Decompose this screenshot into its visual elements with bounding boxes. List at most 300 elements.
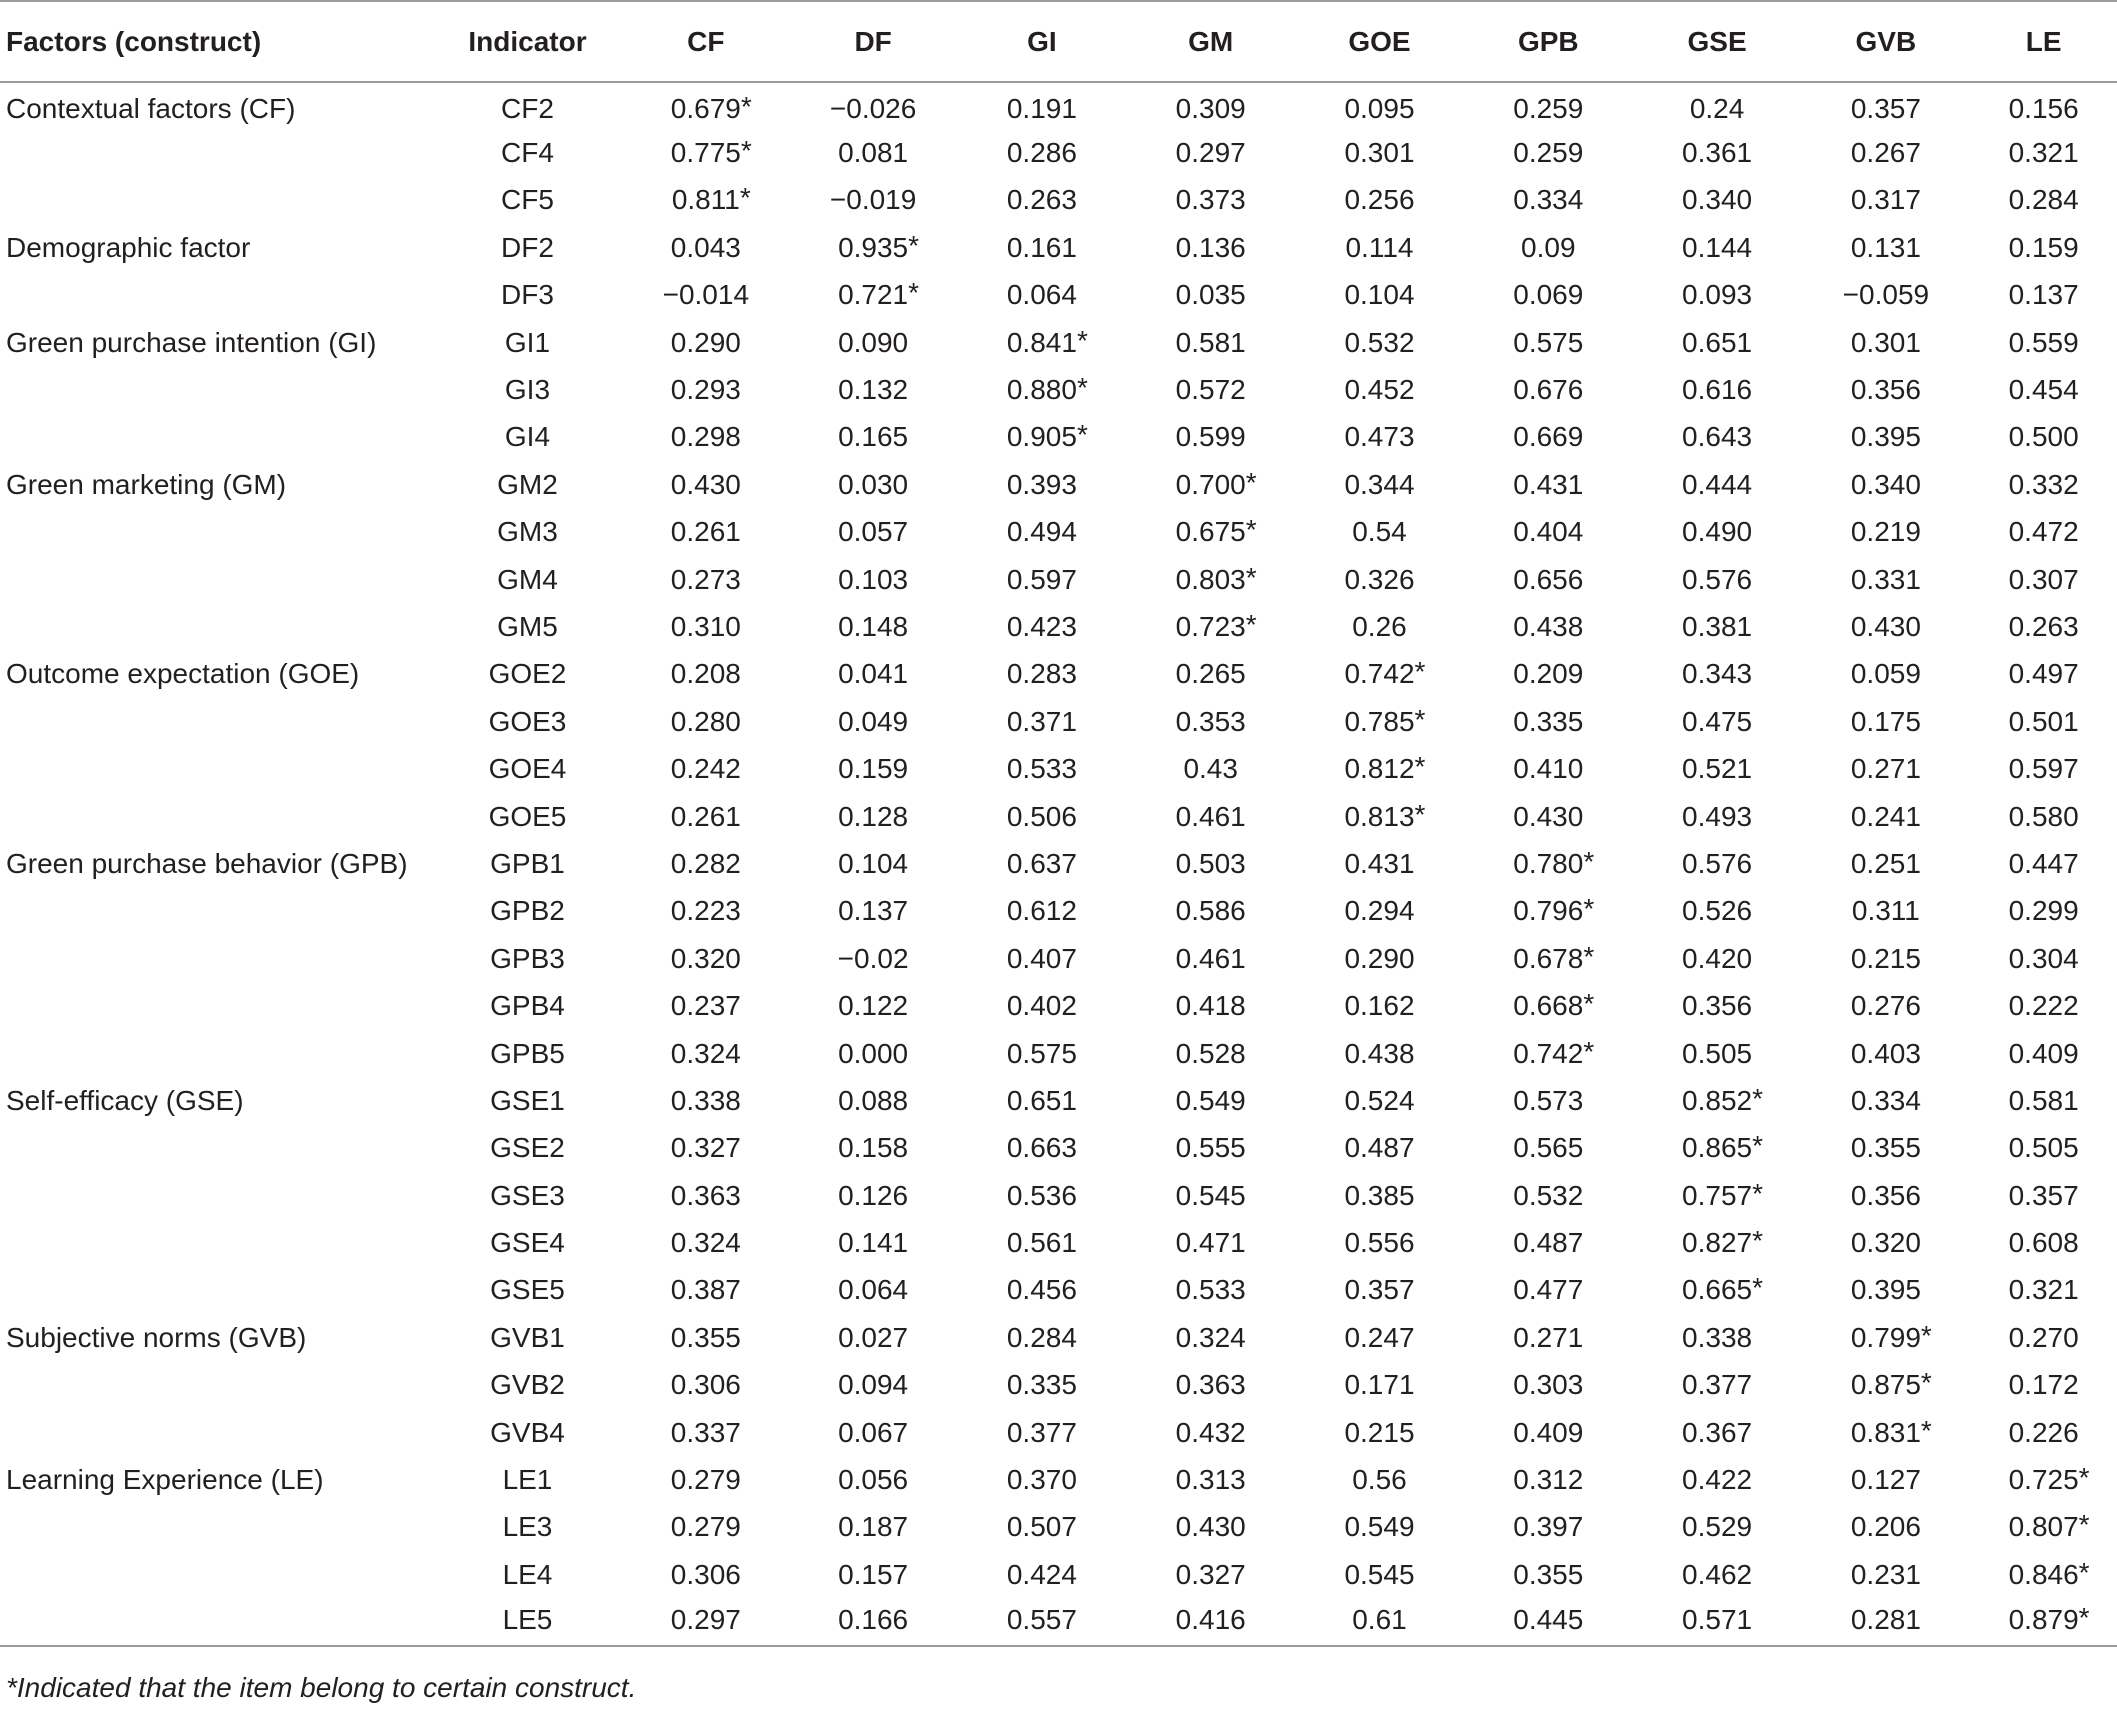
loading-cell [1295, 1551, 1464, 1598]
loading-cell [958, 1172, 1127, 1219]
loading-value: 0.355 [670, 1321, 741, 1353]
loading-value: 0.261 [670, 516, 741, 548]
loading-cell [1126, 556, 1295, 603]
loading-value: 0.757 * [1682, 1177, 1764, 1211]
column-header-gse: GSE [1633, 1, 1802, 82]
loading-value: 0.064 [838, 1274, 909, 1306]
loading-cell [1801, 177, 1970, 224]
factor-cell [0, 888, 432, 935]
loading-cell [1126, 177, 1295, 224]
loading-value: 0.505 [1682, 1037, 1753, 1069]
construct-marker: * [1414, 751, 1426, 783]
loading-value: 0.136 [1175, 231, 1246, 263]
loading-value: 0.208 [670, 658, 741, 690]
loading-value: 0.270 [2008, 1321, 2079, 1353]
loading-cell [1970, 366, 2117, 413]
loading-value: 0.251 [1850, 847, 1921, 879]
loading-cell [1970, 651, 2117, 698]
loading-value: 0.284 [2008, 184, 2079, 216]
loading-cell [958, 1219, 1127, 1266]
loading-cell [1801, 1504, 1970, 1551]
loading-cell [1295, 698, 1464, 745]
loading-cell [1295, 1125, 1464, 1172]
loading-value: 0.557 [1006, 1603, 1077, 1635]
loading-value: 0.678 * [1513, 940, 1595, 974]
loading-value: 0.081 [838, 137, 909, 169]
loading-value: 0.215 [1344, 1416, 1415, 1448]
loading-value: 0.663 [1006, 1132, 1077, 1164]
loading-value: 0.000 [838, 1037, 909, 1069]
loading-value: 0.144 [1682, 231, 1753, 263]
loading-cell [789, 509, 958, 556]
loading-cell [958, 461, 1127, 508]
factor-cell: Learning Experience (LE) [6, 1464, 324, 1496]
loading-cell [1464, 1172, 1633, 1219]
factor-cell: Green purchase behavior (GPB) [6, 847, 408, 879]
loading-cell [1464, 1409, 1633, 1456]
table-row [0, 1077, 2117, 1124]
loading-value: 0.475 [1682, 705, 1753, 737]
loading-value: 0.416 [1175, 1603, 1246, 1635]
loading-cell [1801, 793, 1970, 840]
loading-value: 0.340 [1682, 184, 1753, 216]
loading-value: 0.651 [1006, 1084, 1077, 1116]
loading-value: 0.324 [670, 1037, 741, 1069]
loading-value: 0.532 [1513, 1179, 1584, 1211]
loading-value: 0.043 [670, 231, 741, 263]
factor-cell [0, 745, 432, 792]
factor-cell [0, 1504, 432, 1551]
table-row [0, 1030, 2117, 1077]
indicator-cell: GSE5 [490, 1274, 565, 1306]
loading-cell [1126, 461, 1295, 508]
loading-cell [1464, 1125, 1633, 1172]
loading-value: 0.209 [1513, 658, 1584, 690]
loading-cell [1970, 272, 2117, 319]
loading-value: 0.303 [1513, 1369, 1584, 1401]
factor-cell: Green marketing (GM) [6, 468, 287, 500]
loading-value: 0.536 [1006, 1179, 1077, 1211]
table-row [0, 177, 2117, 224]
loading-cell [1970, 1030, 2117, 1077]
loading-cell [789, 129, 958, 176]
loading-cell [1126, 1599, 1295, 1646]
loading-cell [1126, 509, 1295, 556]
loading-value: 0.286 [1006, 137, 1077, 169]
factor-cell [0, 1125, 432, 1172]
loading-cell [958, 1030, 1127, 1077]
loading-cell [623, 1456, 789, 1503]
loading-value: 0.395 [1850, 1274, 1921, 1306]
loading-value: 0.312 [1513, 1464, 1584, 1496]
loading-value: 0.334 [1513, 184, 1584, 216]
loading-value: 0.676 [1513, 374, 1584, 406]
loading-cell [1126, 1504, 1295, 1551]
loading-cell [1633, 603, 1802, 650]
loading-value: 0.61 [1352, 1603, 1407, 1635]
loading-value: 0.56 [1352, 1464, 1407, 1496]
loading-value: 0.313 [1175, 1464, 1246, 1496]
loading-value: 0.335 [1513, 705, 1584, 737]
loading-value: 0.665 * [1682, 1272, 1764, 1306]
table-row [0, 1314, 2117, 1361]
loading-value: 0.041 [838, 658, 909, 690]
loading-cell [1970, 1504, 2117, 1551]
loading-value: 0.402 [1006, 990, 1077, 1022]
loading-cell [1126, 129, 1295, 176]
loading-value: 0.326 [1344, 563, 1415, 595]
loading-value: 0.256 [1344, 184, 1415, 216]
loading-cell [1464, 1362, 1633, 1409]
loading-value: 0.430 [670, 468, 741, 500]
factor-cell [0, 177, 432, 224]
table-row [0, 1599, 2117, 1646]
loading-value: 0.331 [1850, 563, 1921, 595]
loading-cell [789, 272, 958, 319]
loading-cell [1126, 793, 1295, 840]
loading-value: 0.159 [2008, 231, 2079, 263]
loading-value: 0.580 [2008, 800, 2079, 832]
loading-value: 0.057 [838, 516, 909, 548]
loading-cell [1126, 1314, 1295, 1361]
table-row [0, 1219, 2117, 1266]
loading-cell [789, 224, 958, 271]
loading-value: 0.361 [1682, 137, 1753, 169]
loading-value: 0.357 [1344, 1274, 1415, 1306]
loading-cell [1126, 272, 1295, 319]
construct-marker: * [740, 91, 752, 123]
loading-cell [958, 224, 1127, 271]
loading-value: 0.497 [2008, 658, 2079, 690]
loading-cell [1801, 1599, 1970, 1646]
loading-value: 0.324 [670, 1227, 741, 1259]
loading-cell [1295, 366, 1464, 413]
loading-value: 0.344 [1344, 468, 1415, 500]
loading-cell [1801, 603, 1970, 650]
loading-value: 0.095 [1344, 93, 1415, 125]
loading-cell [1633, 1409, 1802, 1456]
table-row [0, 698, 2117, 745]
loading-value: 0.454 [2008, 374, 2079, 406]
loading-value: 0.608 [2008, 1227, 2079, 1259]
loading-value: 0.462 [1682, 1558, 1753, 1590]
factor-cell [0, 1409, 432, 1456]
table-body [0, 82, 2117, 1646]
construct-marker: * [1752, 1225, 1764, 1257]
loading-cell [789, 1504, 958, 1551]
loading-value: 0.675 * [1175, 514, 1257, 548]
loading-cell [1295, 935, 1464, 982]
construct-marker: * [1920, 1319, 1932, 1351]
factor-cell: Green purchase intention (GI) [6, 326, 377, 358]
loading-cell [623, 1077, 789, 1124]
loading-cell [958, 366, 1127, 413]
loading-cell [623, 1219, 789, 1266]
loading-cell [1633, 793, 1802, 840]
loading-cell [1633, 414, 1802, 461]
loading-value: 0.420 [1682, 942, 1753, 974]
loading-cell [958, 698, 1127, 745]
factor-cell [0, 793, 432, 840]
loading-cell [1464, 745, 1633, 792]
loading-cell [1295, 319, 1464, 366]
loading-cell [789, 603, 958, 650]
construct-marker: * [2078, 1601, 2090, 1633]
loading-cell [623, 603, 789, 650]
loading-value: 0.549 [1344, 1511, 1415, 1543]
loading-cell [1633, 82, 1802, 129]
loading-value: 0.103 [838, 563, 909, 595]
construct-marker: * [2078, 1462, 2090, 1494]
loading-cell [1633, 1219, 1802, 1266]
loading-cell [1464, 82, 1633, 129]
loading-value: 0.297 [1175, 137, 1246, 169]
factor-cell [0, 414, 432, 461]
table-row [0, 1267, 2117, 1314]
loading-value: 0.088 [838, 1084, 909, 1116]
loading-value: 0.597 [1006, 563, 1077, 595]
loading-cell [789, 366, 958, 413]
loading-cell [789, 414, 958, 461]
loading-cell [958, 1314, 1127, 1361]
loading-cell [1633, 888, 1802, 935]
loading-value: 0.785 * [1344, 703, 1426, 737]
loading-value: 0.461 [1175, 800, 1246, 832]
construct-marker: * [1583, 940, 1595, 972]
loading-cell [1295, 1599, 1464, 1646]
loading-value: 0.430 [1513, 800, 1584, 832]
loading-cell [1464, 366, 1633, 413]
table-row [0, 82, 2117, 129]
loading-cell [1970, 509, 2117, 556]
loading-cell [1633, 1030, 1802, 1077]
loading-value: 0.357 [2008, 1179, 2079, 1211]
loading-value: 0.335 [1006, 1369, 1077, 1401]
construct-marker: * [1245, 561, 1257, 593]
loading-value: −0.014 [662, 279, 750, 311]
loading-cell [623, 982, 789, 1029]
construct-marker: * [1920, 1367, 1932, 1399]
loading-value: 0.430 [1175, 1511, 1246, 1543]
loading-value: 0.377 [1006, 1416, 1077, 1448]
column-header-goe: GOE [1295, 1, 1464, 82]
loading-value: 0.581 [1175, 326, 1246, 358]
construct-marker: * [2078, 1509, 2090, 1541]
loading-cell [789, 1409, 958, 1456]
loading-cell [1633, 177, 1802, 224]
loading-value: 0.905 * [1006, 419, 1088, 453]
loading-value: 0.334 [1850, 1084, 1921, 1116]
loading-value: 0.526 [1682, 895, 1753, 927]
loading-value: 0.363 [670, 1179, 741, 1211]
loading-value: 0.156 [2008, 93, 2079, 125]
loading-value: 0.049 [838, 705, 909, 737]
loading-value: 0.494 [1006, 516, 1077, 548]
loading-cell [1295, 1314, 1464, 1361]
loading-value: 0.131 [1850, 231, 1921, 263]
loading-cell [1295, 651, 1464, 698]
loading-value: 0.171 [1344, 1369, 1415, 1401]
loading-cell [1464, 1219, 1633, 1266]
loading-cell [1464, 461, 1633, 508]
loading-value: 0.317 [1850, 184, 1921, 216]
loading-cell [1126, 1267, 1295, 1314]
loading-value: 0.309 [1175, 93, 1246, 125]
loading-cell [789, 82, 958, 129]
loading-cell [1970, 1599, 2117, 1646]
construct-marker: * [1076, 324, 1088, 356]
column-header-gpb: GPB [1464, 1, 1633, 82]
indicator-cell: GOE2 [488, 658, 567, 690]
loading-value: 0.281 [1850, 1603, 1921, 1635]
loading-cell [1295, 603, 1464, 650]
loading-cell [1126, 1077, 1295, 1124]
loading-value: 0.093 [1682, 279, 1753, 311]
loading-value: 0.827 * [1682, 1225, 1764, 1259]
loading-cell [1295, 224, 1464, 271]
loading-cell [789, 1267, 958, 1314]
factor-cell [0, 698, 432, 745]
loading-cell [1801, 272, 1970, 319]
loading-value: 0.445 [1513, 1603, 1584, 1635]
factor-cell [0, 1030, 432, 1077]
loading-cell [1633, 1125, 1802, 1172]
loading-value: 0.533 [1006, 753, 1077, 785]
loading-cell [1126, 82, 1295, 129]
construct-marker: * [739, 182, 751, 214]
factor-cell [0, 509, 432, 556]
loading-cell [789, 935, 958, 982]
loading-cell [1801, 982, 1970, 1029]
loading-cell [1970, 1219, 2117, 1266]
loading-value: 0.126 [838, 1179, 909, 1211]
loading-cell [1295, 1362, 1464, 1409]
loading-cell [1464, 1504, 1633, 1551]
loading-value: 0.363 [1175, 1369, 1246, 1401]
loading-cell [1633, 1267, 1802, 1314]
loading-value: 0.279 [670, 1464, 741, 1496]
loading-value: 0.280 [670, 705, 741, 737]
loading-value: 0.500 [2008, 421, 2079, 453]
loading-cell [623, 1267, 789, 1314]
indicator-cell: CF4 [501, 137, 554, 169]
table-row [0, 603, 2117, 650]
loading-cell [958, 603, 1127, 650]
loading-cell [1970, 1125, 2117, 1172]
loading-cell [1801, 1267, 1970, 1314]
loading-cell [789, 1172, 958, 1219]
loading-cell [1464, 793, 1633, 840]
loading-value: 0.381 [1682, 610, 1753, 642]
loading-cell [1633, 698, 1802, 745]
loading-value: 0.432 [1175, 1416, 1246, 1448]
factor-cell [0, 129, 432, 176]
indicator-cell: LE5 [432, 1599, 623, 1646]
loading-value: 0.222 [2008, 990, 2079, 1022]
loading-cell [1970, 1077, 2117, 1124]
factor-cell: Self-efficacy (GSE) [6, 1084, 244, 1116]
loading-cell [1970, 935, 2117, 982]
loading-cell [1295, 177, 1464, 224]
loading-cell [1126, 888, 1295, 935]
loading-value: 0.668 * [1513, 988, 1595, 1022]
loading-value: 0.430 [1850, 610, 1921, 642]
loading-cell [1970, 793, 2117, 840]
loading-cell [1295, 1504, 1464, 1551]
loading-value: 0.122 [838, 990, 909, 1022]
loading-value: 0.306 [670, 1558, 741, 1590]
loading-value: 0.271 [1513, 1321, 1584, 1353]
loading-value: 0.290 [670, 326, 741, 358]
loading-cell [1295, 982, 1464, 1029]
loading-cell [1126, 935, 1295, 982]
loading-value: 0.166 [838, 1603, 909, 1635]
loading-value: 0.056 [838, 1464, 909, 1496]
loading-value: 0.775 * [670, 135, 752, 169]
table-row [0, 1409, 2117, 1456]
loading-cell [958, 651, 1127, 698]
loading-cell [1295, 793, 1464, 840]
loading-cell [958, 1362, 1127, 1409]
column-header-indicator: Indicator [432, 1, 623, 82]
loading-value: 0.24 [1689, 93, 1745, 125]
construct-marker: * [1076, 419, 1088, 451]
loading-cell [1970, 414, 2117, 461]
construct-marker: * [1414, 703, 1426, 735]
loading-value: 0.141 [838, 1227, 909, 1259]
table-row [0, 840, 2117, 887]
loading-cell [1126, 1456, 1295, 1503]
loading-value: 0.616 [1682, 374, 1753, 406]
loading-value: 0.572 [1175, 374, 1246, 406]
loading-cell [1801, 1362, 1970, 1409]
loading-value: 0.355 [1513, 1558, 1584, 1590]
loading-cell [1970, 1172, 2117, 1219]
table-row [0, 1125, 2117, 1172]
loading-value: 0.343 [1682, 658, 1753, 690]
loading-cell [1464, 1456, 1633, 1503]
loading-cell [1801, 319, 1970, 366]
loading-cell [958, 319, 1127, 366]
loading-value: 0.223 [670, 895, 741, 927]
construct-marker: * [1752, 1177, 1764, 1209]
loading-value: 0.338 [670, 1084, 741, 1116]
loading-value: 0.880 * [1006, 372, 1088, 406]
loading-value: 0.423 [1006, 610, 1077, 642]
loading-value: 0.935 * [838, 229, 920, 263]
loading-value: 0.742 * [1344, 656, 1426, 690]
loading-value: 0.321 [2008, 137, 2079, 169]
loading-cell [789, 745, 958, 792]
loading-cell [789, 1456, 958, 1503]
loading-cell [958, 1267, 1127, 1314]
loading-cell [789, 651, 958, 698]
loading-cell [958, 745, 1127, 792]
loading-value: 0.422 [1682, 1464, 1753, 1496]
loading-value: 0.679 * [670, 91, 752, 125]
loading-cell [1633, 1599, 1802, 1646]
loading-cell [623, 745, 789, 792]
loading-value: 0.431 [1513, 468, 1584, 500]
loading-value: 0.158 [838, 1132, 909, 1164]
indicator-cell: GVB2 [490, 1369, 565, 1401]
loading-cell [623, 935, 789, 982]
loading-value: 0.284 [1006, 1321, 1077, 1353]
loading-value: 0.831 * [1850, 1414, 1932, 1448]
loading-cell [1970, 177, 2117, 224]
loading-cell [958, 82, 1127, 129]
loading-value: 0.241 [1850, 800, 1921, 832]
